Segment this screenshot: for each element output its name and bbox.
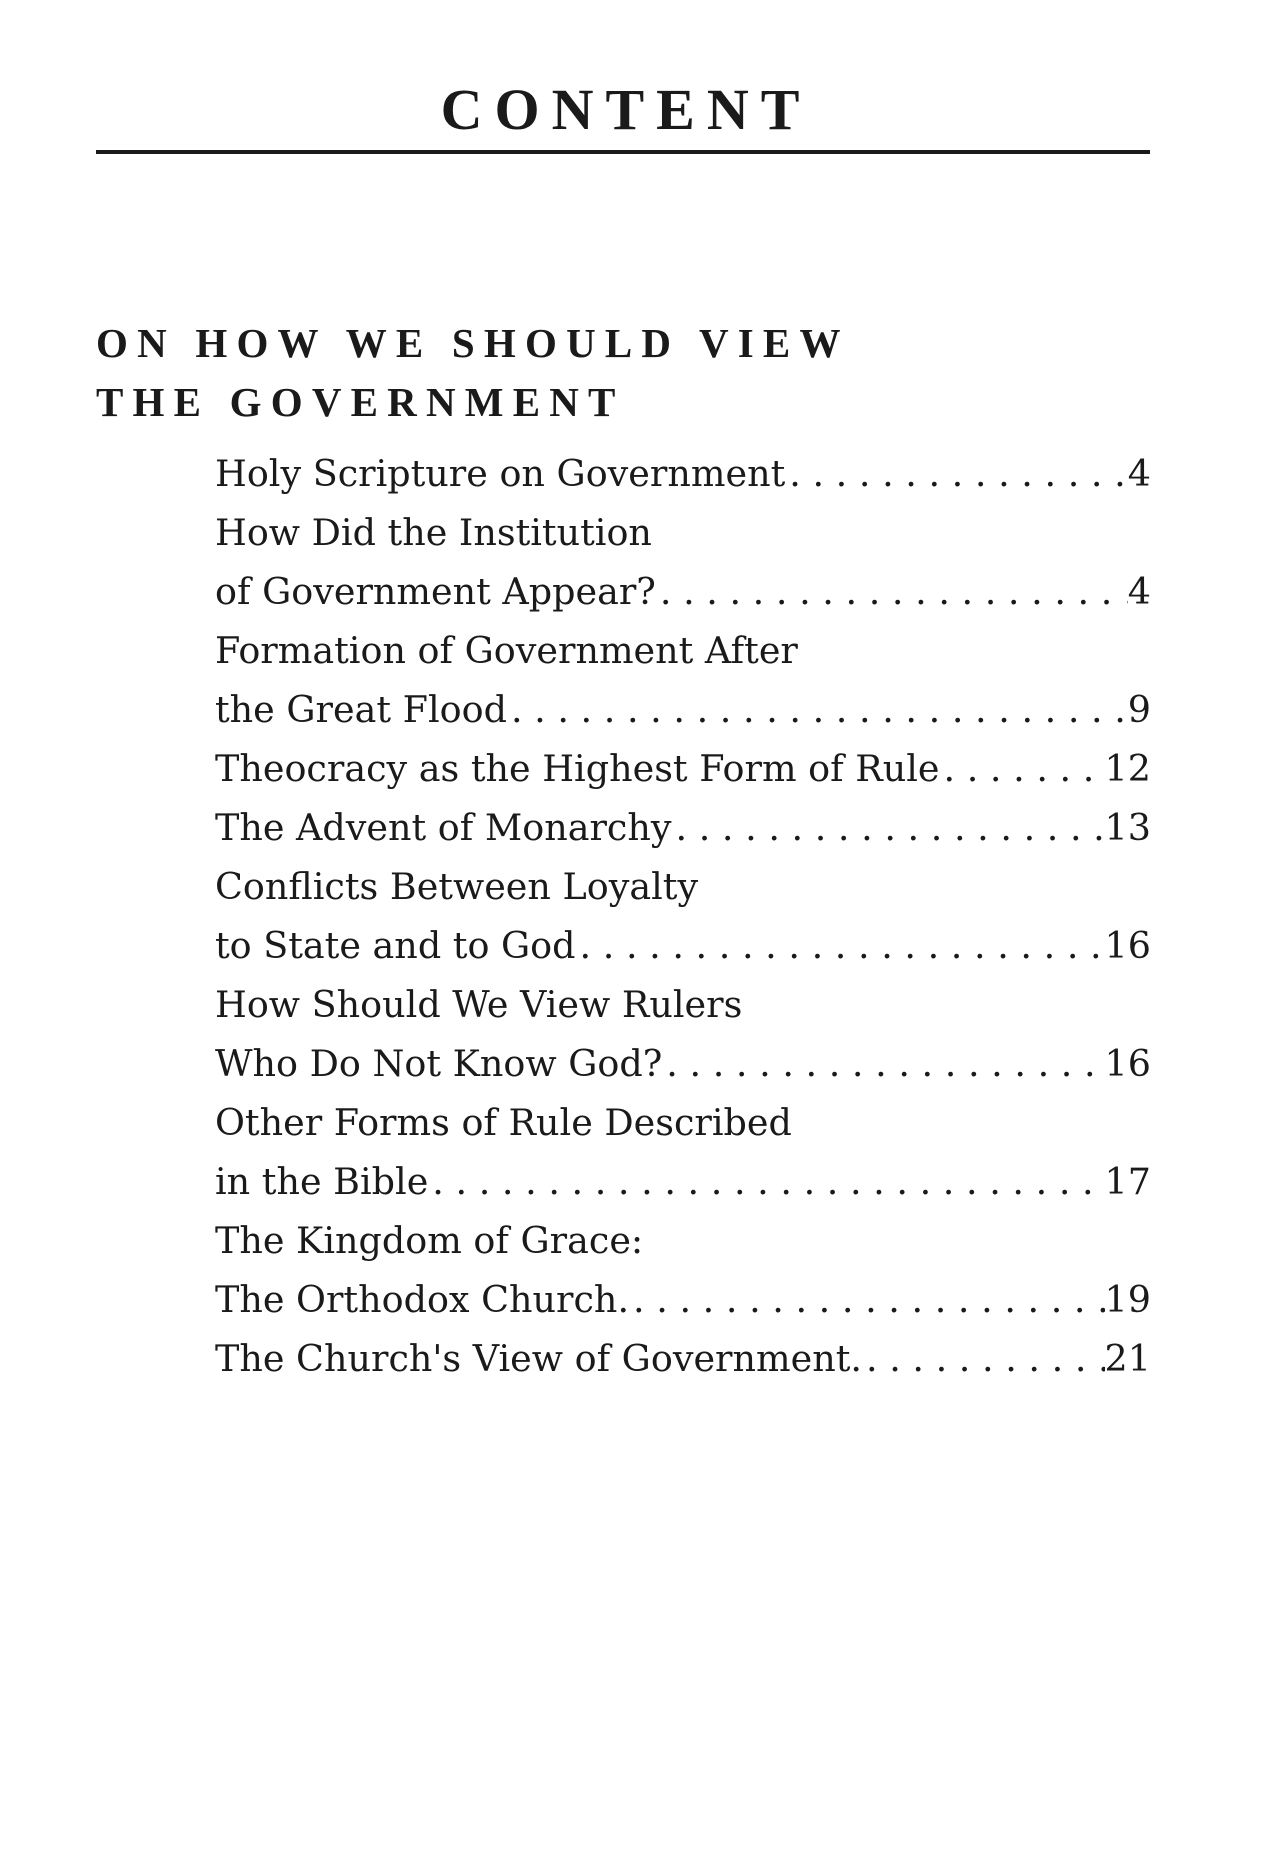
toc-entry-title: The Church's View of Government.	[215, 1337, 862, 1380]
toc-entry[interactable]	[215, 444, 1151, 503]
toc-entry-title: Formation of Government After	[215, 629, 798, 672]
toc-entry-page: 9	[1127, 688, 1151, 731]
toc-entry-page: 16	[1104, 924, 1151, 967]
dot-leader	[428, 1152, 1104, 1211]
dot-leader	[940, 739, 1105, 798]
toc-entry-page: 21	[1104, 1337, 1151, 1380]
toc-entry-first-line[interactable]	[215, 503, 1151, 562]
toc-entry-title: Who Do Not Know God?	[215, 1042, 663, 1085]
toc-entry-first-line[interactable]	[215, 1093, 1151, 1152]
toc-entry-page: 16	[1104, 1042, 1151, 1085]
dot-leader	[629, 1270, 1105, 1329]
toc-entry-title: The Advent of Monarchy	[215, 806, 672, 849]
toc-entry-title: How Did the Institution	[215, 511, 652, 554]
toc-entry[interactable]	[215, 916, 1151, 975]
toc-entry-page: 17	[1104, 1160, 1151, 1203]
dot-leader	[662, 1034, 1104, 1093]
toc-entry-title: Other Forms of Rule Described	[215, 1101, 792, 1144]
section-heading	[96, 314, 1150, 432]
dot-leader	[576, 916, 1105, 975]
toc-entry-first-line[interactable]	[215, 857, 1151, 916]
dot-leader	[785, 444, 1128, 503]
section-heading-line-2: THE GOVERNMENT	[96, 379, 625, 425]
toc-entry[interactable]	[215, 1270, 1151, 1329]
toc-entry-page: 12	[1104, 747, 1151, 790]
toc-entry-title: Holy Scripture on Government	[215, 452, 786, 495]
table-of-contents	[215, 444, 1151, 1388]
dot-leader	[507, 680, 1128, 739]
dot-leader	[672, 798, 1105, 857]
toc-entry-first-line[interactable]	[215, 621, 1151, 680]
toc-entry[interactable]	[215, 739, 1151, 798]
dot-leader	[862, 1329, 1105, 1388]
toc-entry-title: The Kingdom of Grace:	[215, 1219, 644, 1262]
toc-entry-page: 13	[1104, 806, 1151, 849]
toc-entry[interactable]	[215, 562, 1151, 621]
toc-entry-first-line[interactable]	[215, 975, 1151, 1034]
toc-entry-title: The Orthodox Church.	[215, 1278, 630, 1321]
toc-entry-title: of Government Appear?	[215, 570, 656, 613]
dot-leader	[656, 562, 1128, 621]
toc-entry-title: the Great Flood	[215, 688, 507, 731]
toc-entry[interactable]	[215, 1329, 1151, 1388]
toc-entry-page: 19	[1104, 1278, 1151, 1321]
toc-entry-title: in the Bible	[215, 1160, 429, 1203]
toc-entry-page: 4	[1127, 570, 1151, 613]
title-divider	[96, 150, 1150, 154]
toc-entry-title: to State and to God	[215, 924, 576, 967]
toc-entry[interactable]	[215, 680, 1151, 739]
page-title: CONTENT	[440, 77, 812, 142]
toc-entry-title: How Should We View Rulers	[215, 983, 743, 1026]
toc-entry-first-line[interactable]	[215, 1211, 1151, 1270]
toc-entry[interactable]	[215, 1034, 1151, 1093]
section-heading-line-1: ON HOW WE SHOULD VIEW	[96, 320, 850, 366]
toc-entry-title: Conflicts Between Loyalty	[215, 865, 699, 908]
toc-entry[interactable]	[215, 798, 1151, 857]
toc-entry[interactable]	[215, 1152, 1151, 1211]
toc-entry-title: Theocracy as the Highest Form of Rule	[215, 747, 940, 790]
toc-entry-page: 4	[1127, 452, 1151, 495]
